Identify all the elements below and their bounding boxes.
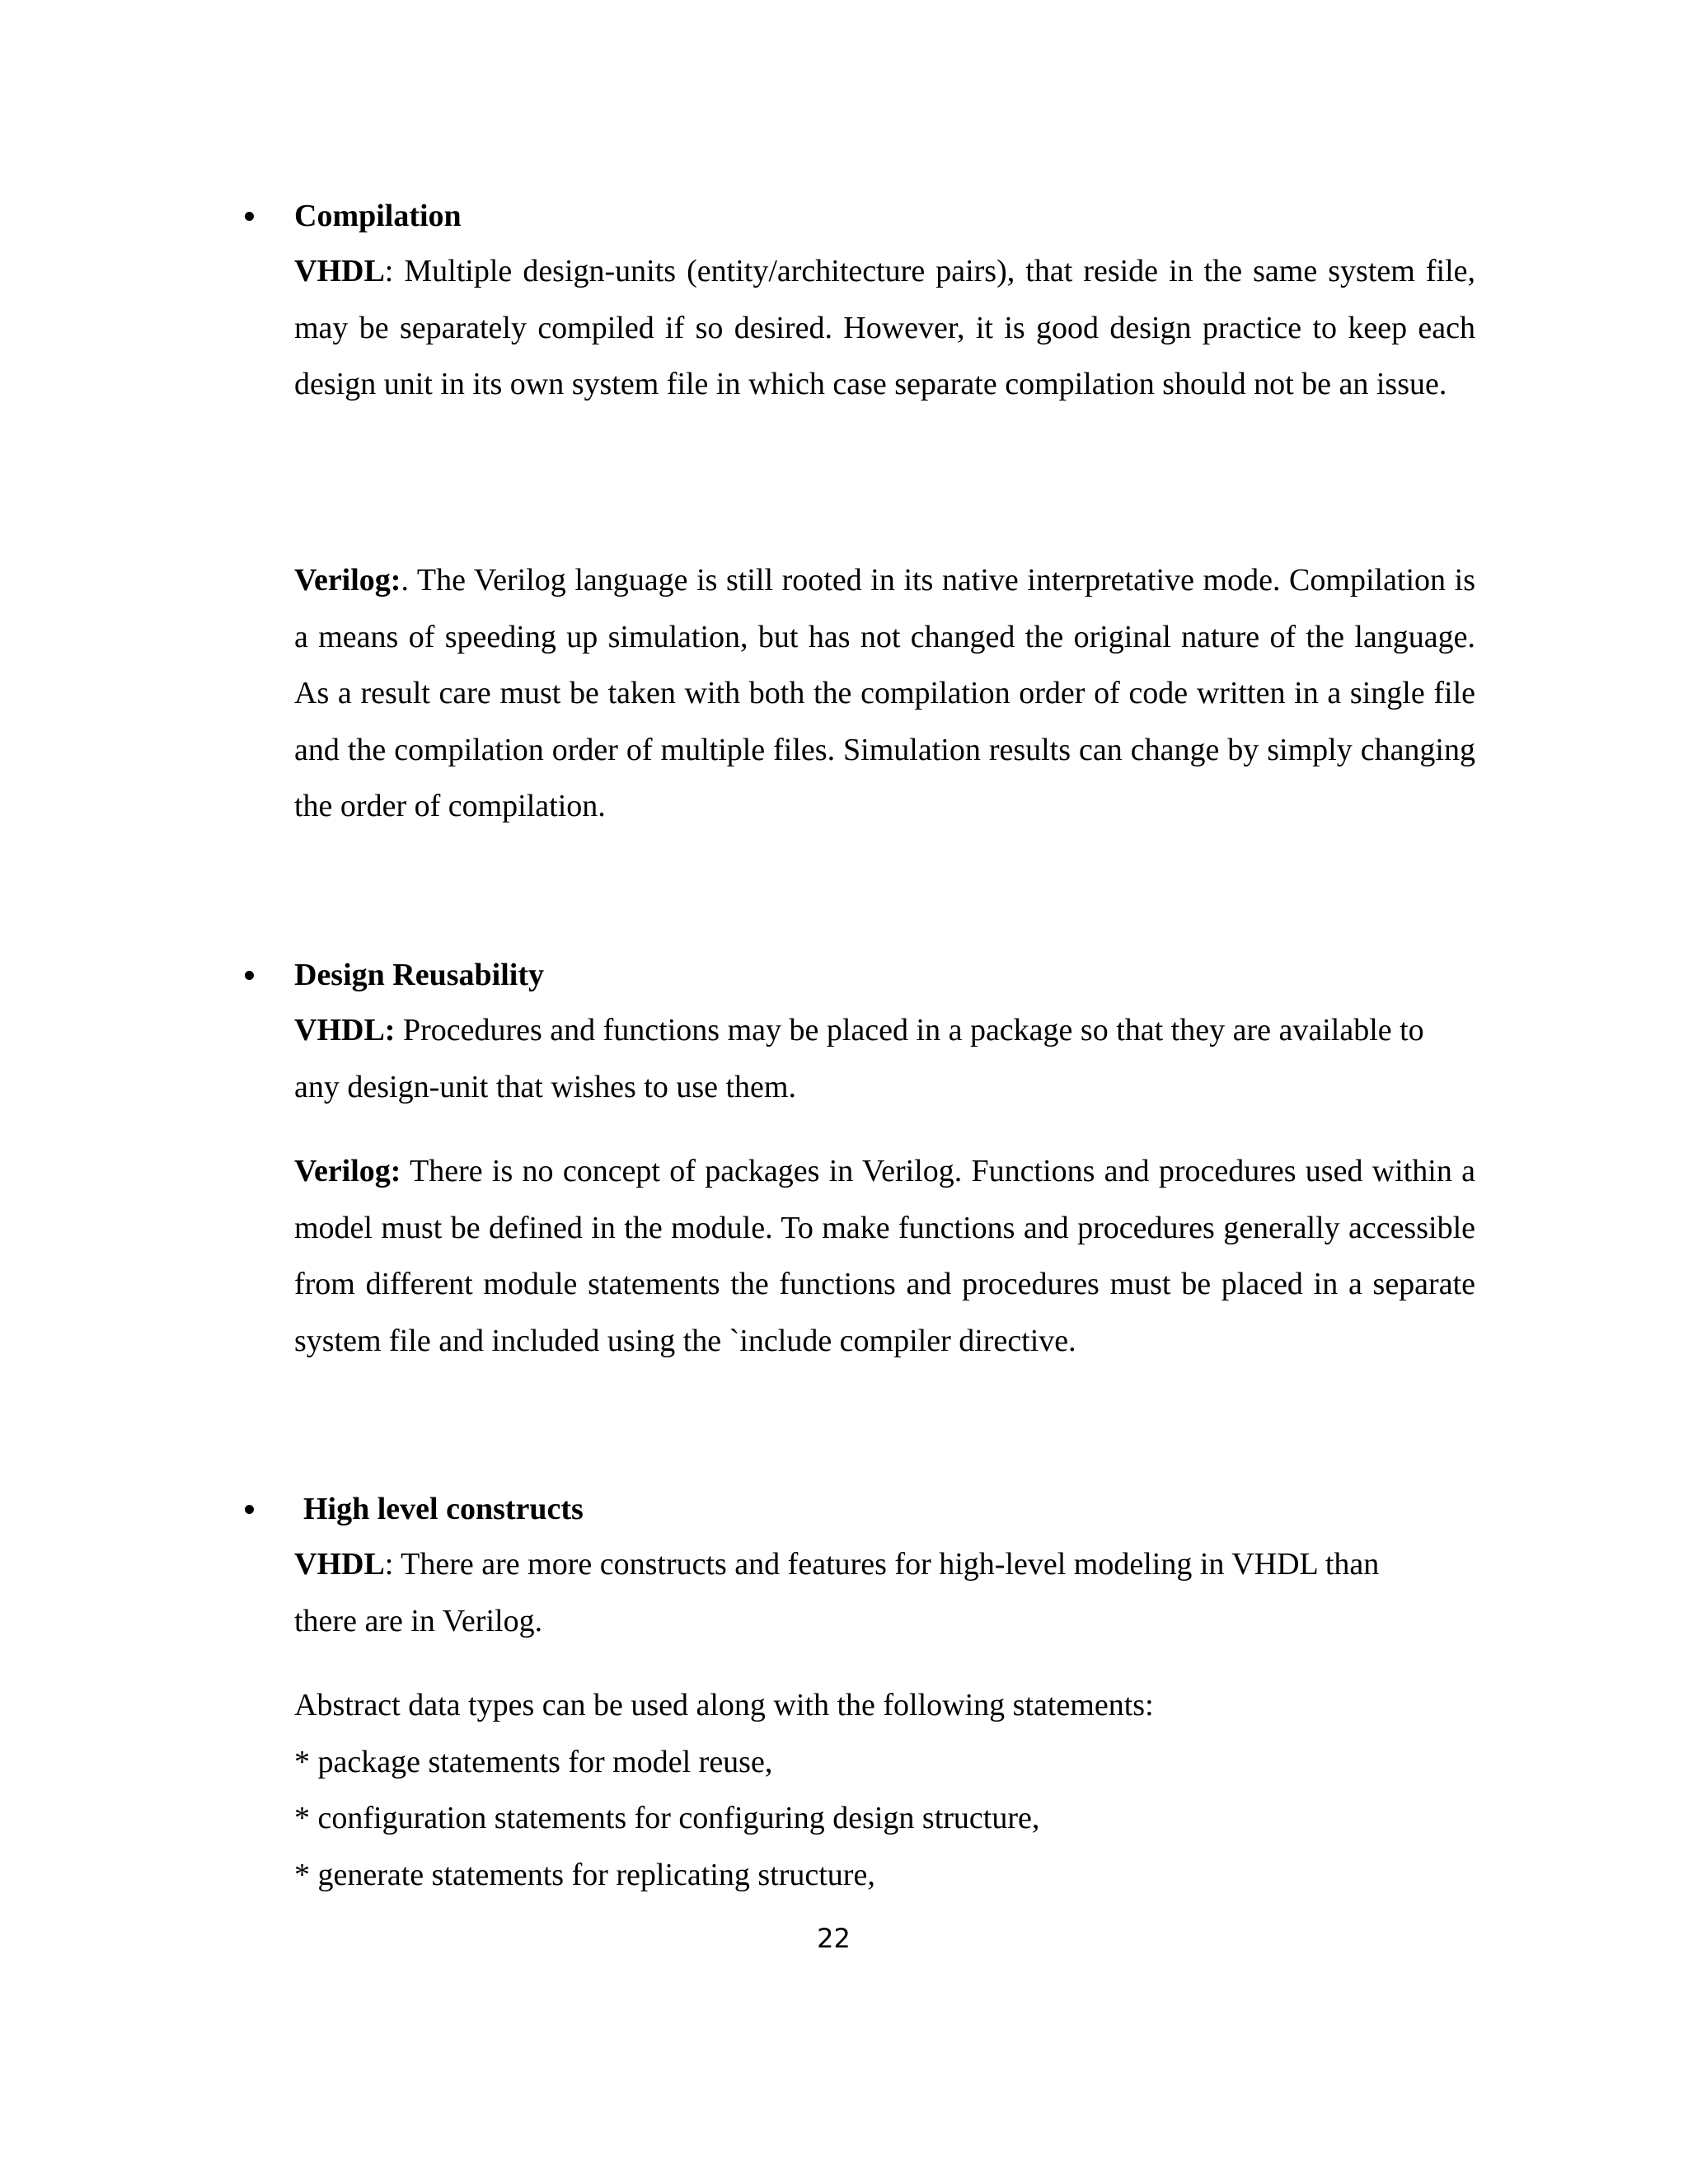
vhdl-compilation-paragraph (294, 243, 1475, 413)
verilog-label: Verilog: (294, 1154, 401, 1188)
vhdl-reusability-text: Procedures and functions may be placed in a package so that they are available to any design-unit that wishes to use them. (294, 1013, 1424, 1104)
verilog-compilation-text: . The Verilog language is still rooted in its native interpretative mode. Compilation is a means of speeding up simulation, but has not changed the original nature of the language. As a result care must be taken with both the compilation order of code written in a single file and the compilation order of multiple files. Simulation results can change by simply changing the order of compilation. (294, 563, 1475, 823)
bullet-point (245, 1505, 254, 1514)
vhdl-label: VHDL: (294, 1013, 396, 1047)
section-heading-design-reusability: Design Reusability (294, 958, 544, 992)
verilog-reusability-text: There is no concept of packages in Verilog. Functions and procedures used within a model must be defined in the module. To make functions and procedures generally accessible from different module statements the functions and procedures must be placed in a separate system file and included using the `include compiler directive. (294, 1154, 1475, 1358)
bullet-point (245, 212, 254, 221)
list-item: * package statements for model reuse, (294, 1745, 773, 1779)
list-item: * configuration statements for configuring design structure, (294, 1801, 1040, 1835)
vhdl-constructs-paragraph (294, 1536, 1448, 1649)
verilog-compilation-paragraph (294, 552, 1475, 835)
vhdl-label: VHDL (294, 1547, 385, 1582)
page-number: 22 (817, 1923, 851, 1954)
verilog-label: Verilog: (294, 563, 401, 598)
bullet-point (245, 971, 254, 980)
vhdl-constructs-text: : There are more constructs and features for high-level modeling in VHDL than there are in Verilog. (294, 1547, 1380, 1638)
list-item: * generate statements for replicating structure, (294, 1858, 875, 1892)
vhdl-compilation-text: : Multiple design-units (entity/architecture pairs), that reside in the same system file, may be separately compiled if so desired. However, it is good design practice to keep each design unit in its own system file in which case separate compilation should not be an issue. (294, 254, 1475, 401)
vhdl-label: VHDL (294, 254, 385, 288)
vhdl-reusability-paragraph (294, 1002, 1448, 1115)
abstract-types-intro: Abstract data types can be used along with the following statements: (294, 1688, 1154, 1722)
section-heading-compilation: Compilation (294, 199, 462, 233)
verilog-reusability-paragraph (294, 1143, 1475, 1369)
section-heading-high-level-constructs: High level constructs (303, 1492, 584, 1526)
